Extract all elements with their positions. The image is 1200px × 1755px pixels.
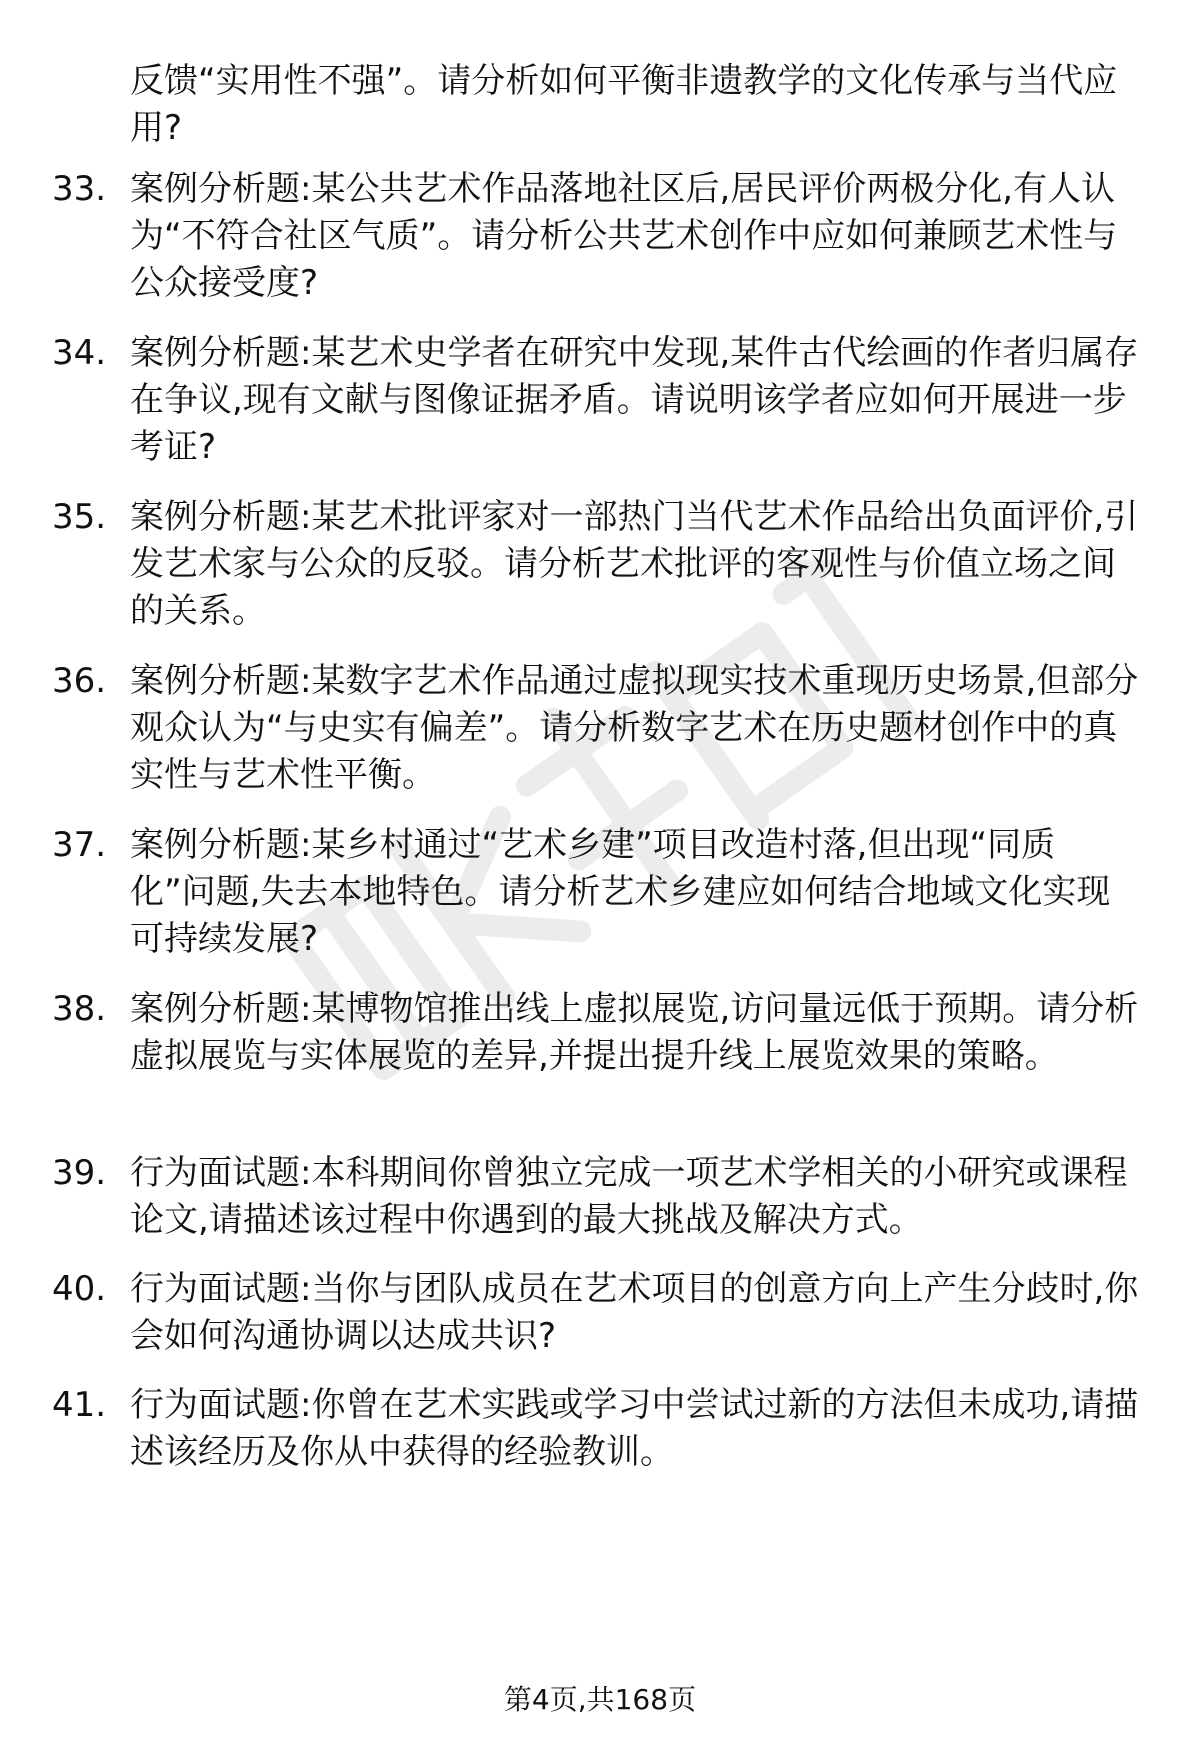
question-text: 案例分析题:某公共艺术作品落地社区后,居民评价两极分化,有人认为“不符合社区气质”。请分析公共艺术创作中应如何兼顾艺术性与公众接受度? <box>130 169 1118 303</box>
question-number: 38. <box>52 989 107 1029</box>
continuation-text: 反馈“实用性不强”。请分析如何平衡非遗教学的文化传承与当代应用? <box>130 61 1118 148</box>
question-number: 33. <box>52 169 107 209</box>
question-text: 案例分析题:某乡村通过“艺术乡建”项目改造村落,但出现“同质化”问题,失去本地特色。请分析艺术乡建应如何结合地域文化实现可持续发展? <box>130 825 1111 959</box>
question-text: 案例分析题:某艺术史学者在研究中发现,某件古代绘画的作者归属存在争议,现有文献与图像证据矛盾。请说明该学者应如何开展进一步考证? <box>130 333 1139 467</box>
question-text: 案例分析题:某博物馆推出线上虚拟展览,访问量远低于预期。请分析虚拟展览与实体展览的差异,并提出提升线上展览效果的策略。 <box>130 989 1139 1076</box>
page-footer: 第4页,共168页 <box>503 1683 697 1716</box>
question-text: 行为面试题:你曾在艺术实践或学习中尝试过新的方法但未成功,请描述该经历及你从中获得的经验教训。 <box>130 1385 1139 1472</box>
question-number: 40. <box>52 1269 107 1309</box>
question-text: 案例分析题:某数字艺术作品通过虚拟现实技术重现历史场景,但部分观众认为“与史实有偏差”。请分析数字艺术在历史题材创作中的真实性与艺术性平衡。 <box>130 661 1139 795</box>
question-number: 39. <box>52 1153 107 1193</box>
question-number: 35. <box>52 497 107 537</box>
question-number: 34. <box>52 333 107 373</box>
question-text: 行为面试题:当你与团队成员在艺术项目的创意方向上产生分歧时,你会如何沟通协调以达成共识? <box>130 1269 1139 1356</box>
question-number: 37. <box>52 825 107 865</box>
question-number: 36. <box>52 661 107 701</box>
question-text: 行为面试题:本科期间你曾独立完成一项艺术学相关的小研究或课程论文,请描述该过程中你遇到的最大挑战及解决方式。 <box>130 1153 1128 1240</box>
question-number: 41. <box>52 1385 107 1425</box>
question-text: 案例分析题:某艺术批评家对一部热门当代艺术作品给出负面评价,引发艺术家与公众的反驳。请分析艺术批评的客观性与价值立场之间的关系。 <box>130 497 1139 631</box>
